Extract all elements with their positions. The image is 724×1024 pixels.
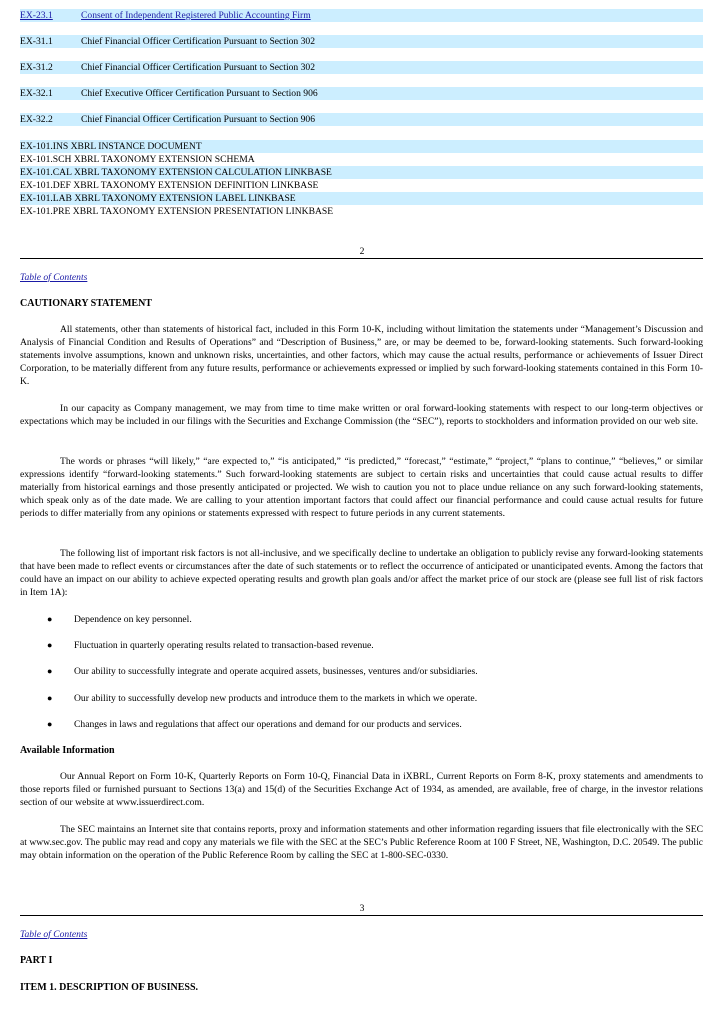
page-number: 3 bbox=[359, 903, 365, 914]
paragraph: The words or phrases “will likely,” “are expected to,” “is anticipated,” “is predicted,” “forecast,” “estimate,” “project,” “plans to continue,” “believes,” or similar expressions identify “forward-looking statements.” Such forward-looking statements are subject to certain risks and uncertainties that could cause actual results to differ materially from historical earnings and those presently anticipated or projected. We wish to caution you not to place undue reliance on any such forward-looking statements, which speak only as of the date made. We are calling to your attention important factors that could affect our financial performance and could cause actual results for future periods to differ materially from any opinions or statements expressed with respect to future periods in any current statements. bbox=[20, 456, 703, 519]
exhibit-description: Chief Financial Officer Certification Pursuant to Section 302 bbox=[81, 36, 316, 47]
exhibit-row bbox=[20, 35, 703, 48]
page-divider bbox=[20, 258, 703, 259]
page-divider bbox=[20, 915, 703, 916]
bullet-icon: ● bbox=[47, 614, 53, 624]
item-heading: ITEM 1. DESCRIPTION OF BUSINESS. bbox=[20, 982, 199, 993]
bullet-icon: ● bbox=[47, 719, 53, 729]
xbrl-row: EX-101.LAB XBRL TAXONOMY EXTENSION LABEL LINKBASE bbox=[20, 192, 703, 205]
table-of-contents-link[interactable]: Table of Contents bbox=[20, 929, 88, 940]
exhibit-description: Chief Executive Officer Certification Pursuant to Section 906 bbox=[81, 88, 318, 99]
part-heading: PART I bbox=[20, 955, 53, 966]
list-item bbox=[20, 639, 703, 652]
xbrl-row: EX-101.CAL XBRL TAXONOMY EXTENSION CALCULATION LINKBASE bbox=[20, 166, 703, 179]
bullet-icon: ● bbox=[47, 666, 53, 676]
exhibit-code: EX-31.2 bbox=[20, 62, 53, 73]
exhibit-link-code[interactable]: EX-23.1 bbox=[20, 10, 53, 21]
exhibit-code: EX-31.1 bbox=[20, 36, 53, 47]
exhibit-link-description[interactable]: Consent of Independent Registered Public Accounting Firm bbox=[81, 10, 311, 21]
exhibit-row bbox=[20, 9, 703, 22]
exhibit-code: EX-32.2 bbox=[20, 114, 53, 125]
xbrl-row: EX-101.INS XBRL INSTANCE DOCUMENT bbox=[20, 140, 703, 153]
list-item bbox=[20, 718, 703, 731]
paragraph: All statements, other than statements of historical fact, included in this Form 10-K, including without limitation the statements under “Management’s Discussion and Analysis of Financial Condition and Results of Operations” and “Description of Business,” are, or may be deemed to be, forward-looking statements. Such forward-looking statements involve assumptions, known and unknown risks, uncertainties, and other factors, which may cause the actual results, performance or achievements of Issuer Direct Corporation, to be materially different from any future results, performance or achievements expressed or implied by such forward-looking statements contained in this Form 10-K. bbox=[20, 324, 703, 387]
xbrl-row: EX-101.DEF XBRL TAXONOMY EXTENSION DEFINITION LINKBASE bbox=[20, 180, 319, 191]
exhibit-code: EX-32.1 bbox=[20, 88, 53, 99]
exhibit-row bbox=[20, 61, 703, 74]
paragraph: The following list of important risk factors is not all-inclusive, and we specifically decline to undertake an obligation to publicly revise any forward-looking statements that have been made to reflect events or circumstances after the date of such statements or to reflect the occurrence of anticipated or unanticipated events. Among the factors that could have an impact on our ability to achieve expected operating results and growth plan goals and/or affect the market price of our stock are (please see full list of risk factors in Item 1A): bbox=[20, 548, 703, 598]
exhibit-description: Chief Financial Officer Certification Pursuant to Section 906 bbox=[81, 114, 316, 125]
list-item-text: Fluctuation in quarterly operating results related to transaction-based revenue. bbox=[74, 640, 374, 651]
section-heading: Available Information bbox=[20, 745, 115, 756]
bullet-icon: ● bbox=[47, 640, 53, 650]
list-item-text: Our ability to successfully integrate and operate acquired assets, businesses, ventures and/or subsidiaries. bbox=[74, 666, 478, 677]
page-number: 2 bbox=[359, 246, 365, 257]
paragraph: In our capacity as Company management, we may from time to time make written or oral forward-looking statements with respect to our long-term objectives or expectations which may be included in our filings with the Securities and Exchange Commission (the “SEC”), reports to stockholders and information provided on our web site. bbox=[20, 403, 703, 427]
section-heading: CAUTIONARY STATEMENT bbox=[20, 298, 152, 309]
paragraph: The SEC maintains an Internet site that contains reports, proxy and information statements and other information regarding issuers that file electronically with the SEC at www.sec.gov. The public may read and copy any materials we file with the SEC at the SEC’s Public Reference Room at 100 F Street, NE, Washington, D.C. 20549. The public may obtain information on the operation of the Public Reference Room by calling the SEC at 1-800-SEC-0330. bbox=[20, 824, 703, 861]
list-item-text: Dependence on key personnel. bbox=[74, 614, 192, 625]
list-item bbox=[20, 613, 703, 626]
list-item-text: Our ability to successfully develop new products and introduce them to the markets in which we operate. bbox=[74, 693, 478, 704]
list-item bbox=[20, 665, 703, 678]
exhibit-row bbox=[20, 113, 703, 126]
table-of-contents-link[interactable]: Table of Contents bbox=[20, 272, 88, 283]
list-item-text: Changes in laws and regulations that affect our operations and demand for our products and services. bbox=[74, 719, 462, 730]
exhibit-row bbox=[20, 87, 703, 100]
xbrl-row: EX-101.PRE XBRL TAXONOMY EXTENSION PRESENTATION LINKBASE bbox=[20, 206, 334, 217]
xbrl-row: EX-101.SCH XBRL TAXONOMY EXTENSION SCHEMA bbox=[20, 154, 255, 165]
list-item bbox=[20, 692, 703, 705]
exhibit-description: Chief Financial Officer Certification Pursuant to Section 302 bbox=[81, 62, 316, 73]
paragraph: Our Annual Report on Form 10-K, Quarterly Reports on Form 10-Q, Financial Data in iXBRL, Current Reports on Form 8-K, proxy statements and amendments to those reports filed or furnished pursuant to Sections 13(a) and 15(d) of the Securities Exchange Act of 1934, as amended, are available, free of charge, in the investor relations section of our website at www.issuerdirect.com. bbox=[20, 771, 703, 808]
bullet-icon: ● bbox=[47, 693, 53, 703]
